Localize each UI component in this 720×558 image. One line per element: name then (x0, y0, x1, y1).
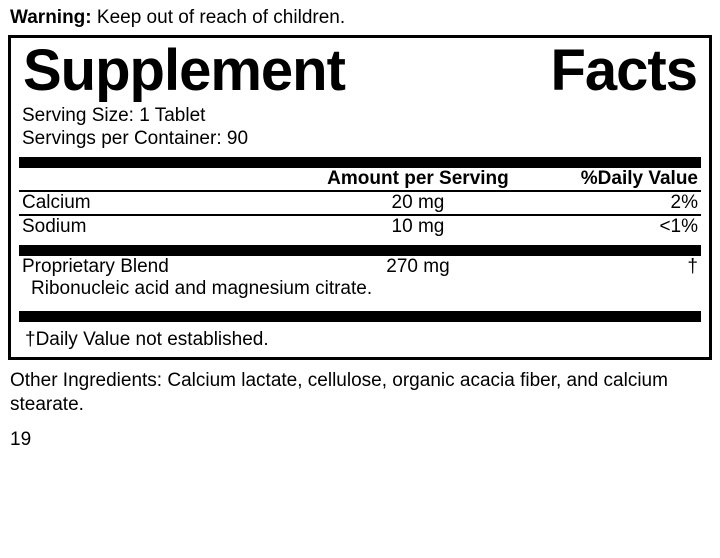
blend-daily-value: † (687, 256, 698, 277)
servings-per-container: Servings per Container: 90 (22, 128, 249, 149)
blend-name: Proprietary Blend (22, 256, 169, 277)
other-ingredients: Other Ingredients: Calcium lactate, cellulose, organic acacia fiber, and calcium stearate. (10, 370, 668, 415)
rule-thick-bottom (19, 311, 701, 322)
nutrient-amount: 20 mg (391, 192, 445, 213)
header-amount-per-serving: Amount per Serving (327, 168, 509, 189)
nutrient-name: Sodium (22, 216, 87, 237)
rule-thick-middle (19, 245, 701, 256)
nutrient-daily-value: <1% (659, 216, 698, 237)
nutrient-rows-2 (19, 216, 701, 238)
warning-line (8, 0, 712, 35)
proprietary-blend-row (19, 256, 701, 278)
nutrient-name: Calcium (22, 192, 91, 213)
table-header-row (19, 168, 701, 190)
daily-value-footnote: †Daily Value not established. (25, 329, 269, 350)
warning-label: Warning: (10, 7, 92, 28)
header-daily-value: %Daily Value (580, 168, 698, 189)
table-row (19, 216, 701, 238)
rule-thick-top (19, 157, 701, 168)
panel-title (19, 38, 701, 104)
nutrient-rows (19, 192, 701, 214)
nutrient-amount: 10 mg (391, 216, 445, 237)
page-number: 19 (10, 429, 32, 450)
nutrition-table (19, 168, 701, 190)
blend-ingredients: Ribonucleic acid and magnesium citrate. (31, 278, 373, 299)
blend-amount: 270 mg (386, 256, 450, 277)
serving-size: Serving Size: 1 Tablet (22, 105, 206, 126)
nutrient-daily-value: 2% (670, 192, 698, 213)
panel-title-word-supplement: Supplement (23, 38, 345, 103)
supplement-facts-panel (8, 35, 712, 360)
table-row (19, 192, 701, 214)
header-nutrient (19, 168, 292, 190)
table-row (19, 256, 701, 278)
warning-text: Keep out of reach of children. (96, 7, 346, 28)
panel-title-word-facts: Facts (550, 38, 697, 103)
